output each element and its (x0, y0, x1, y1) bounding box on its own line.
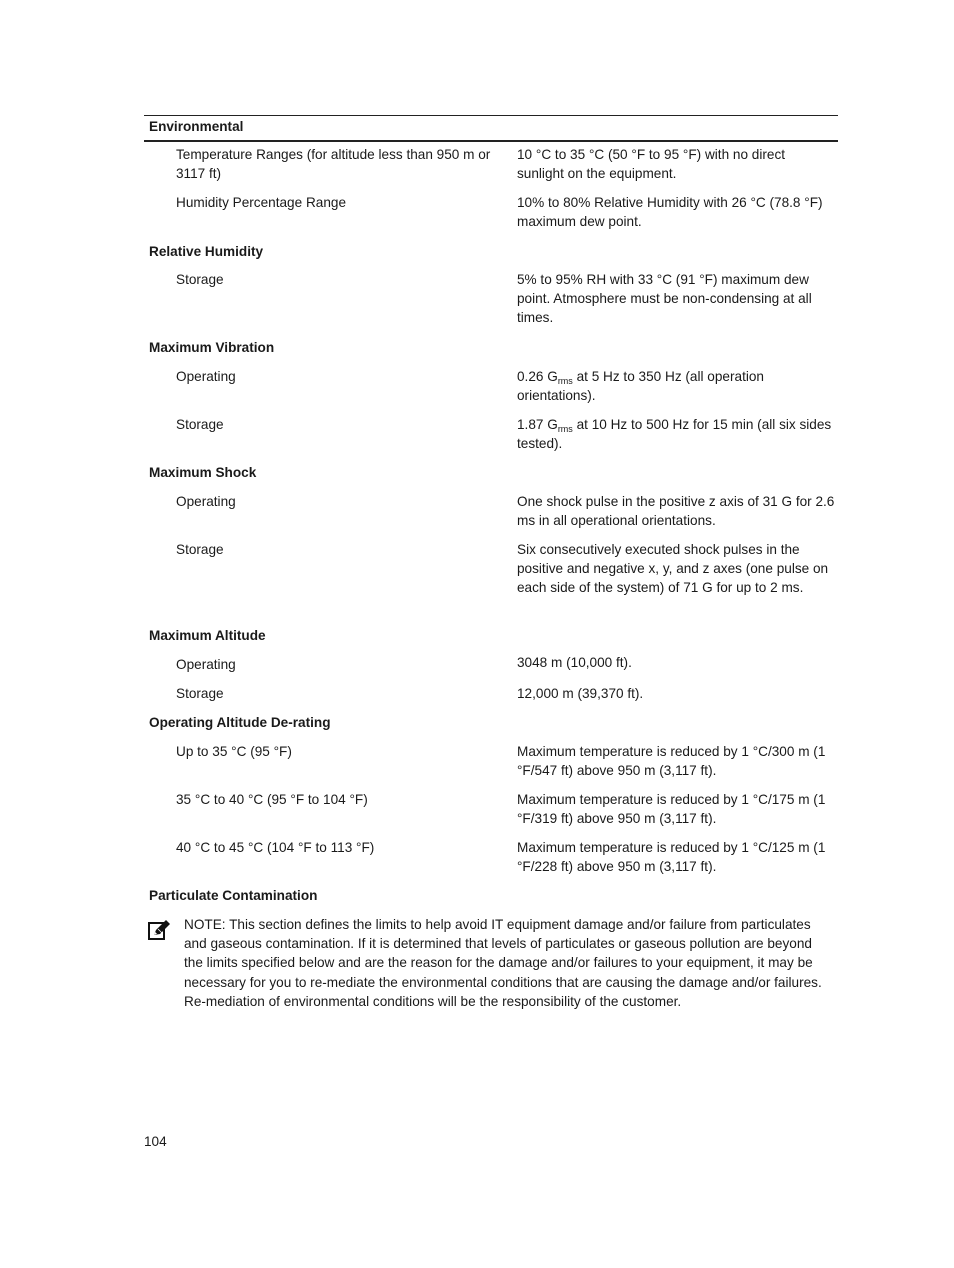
section-maximum-vibration: Maximum Vibration (149, 340, 275, 355)
note-text (184, 915, 832, 1011)
derating-row1-value: Maximum temperature is reduced by 1 °C/300 m (1 °F/547 ft) above 950 m (3,117 ft). (517, 744, 826, 779)
vibration-operating-value-main: 0.26 G (517, 369, 558, 384)
vibration-operating-value-rest: at 5 Hz to 350 Hz (all operation orientations). (517, 369, 764, 404)
vibration-storage-label: Storage (176, 417, 224, 432)
vibration-operating-value (517, 367, 835, 405)
altitude-operating-value: 3048 m (10,000 ft). (517, 655, 632, 670)
temperature-ranges-value: 10 °C to 35 °C (50 °F to 95 °F) with no direct sunlight on the equipment. (517, 147, 786, 182)
derating-row3-label: 40 °C to 45 °C (104 °F to 113 °F) (176, 840, 375, 855)
section-relative-humidity: Relative Humidity (149, 244, 264, 259)
humidity-range-value: 10% to 80% Relative Humidity with 26 °C (78.8 °F) maximum dew point. (517, 195, 823, 230)
rh-storage-value: 5% to 95% RH with 33 °C (91 °F) maximum dew point. Atmosphere must be non-condensing at all times. (517, 272, 812, 326)
shock-operating-value: One shock pulse in the positive z axis of 31 G for 2.6 ms in all operational orientations. (517, 494, 835, 529)
vibration-storage-value-main: 1.87 G (517, 417, 558, 432)
vibration-storage-rms: rms (557, 424, 573, 434)
rh-storage-label: Storage (176, 272, 224, 287)
page-number: 104 (144, 1134, 167, 1149)
vibration-operating-label: Operating (176, 369, 236, 384)
vibration-storage-value-rest: at 10 Hz to 500 Hz for 15 min (all six sides tested). (517, 417, 832, 452)
altitude-storage-value: 12,000 m (39,370 ft). (517, 686, 644, 701)
derating-row2-label: 35 °C to 40 °C (95 °F to 104 °F) (176, 792, 368, 807)
note-body: This section defines the limits to help avoid IT equipment damage and/or failure from particulates and gaseous contamination. If it is determined that levels of particulates or gaseous pollution are beyond the limits specified below and are the reason for the damage and/or failures to your equipment, it may be necessary for you to re-mediate the environmental conditions that are causing the damage and/or failures. Re-mediation of environmental conditions will be the responsibility of the customer. (184, 917, 822, 1009)
derating-row1-label: Up to 35 °C (95 °F) (176, 744, 292, 759)
table-header-environmental: Environmental (149, 119, 244, 134)
temperature-ranges-label: Temperature Ranges (for altitude less than 950 m or 3117 ft) (176, 147, 491, 182)
section-maximum-altitude: Maximum Altitude (149, 628, 266, 643)
shock-storage-label: Storage (176, 542, 224, 557)
derating-row3-value: Maximum temperature is reduced by 1 °C/125 m (1 °F/228 ft) above 950 m (3,117 ft). (517, 840, 826, 875)
section-particulate-contamination: Particulate Contamination (149, 888, 318, 903)
humidity-range-label: Humidity Percentage Range (176, 195, 347, 210)
vibration-operating-rms: rms (557, 376, 573, 386)
pencil-note-icon (148, 920, 170, 940)
shock-operating-label: Operating (176, 494, 236, 509)
altitude-operating-label: Operating (176, 657, 236, 672)
vibration-storage-value (517, 415, 835, 453)
derating-row2-value: Maximum temperature is reduced by 1 °C/175 m (1 °F/319 ft) above 950 m (3,117 ft). (517, 792, 826, 827)
note-prefix: NOTE: (184, 917, 226, 932)
altitude-storage-label: Storage (176, 686, 224, 701)
table-header-rule (144, 140, 838, 142)
table-top-rule (144, 115, 838, 116)
shock-storage-value: Six consecutively executed shock pulses in the positive and negative x, y, and z axes (one pulse on each side of the system) of 71 G for up to 2 ms. (517, 542, 829, 596)
section-operating-altitude-derating: Operating Altitude De-rating (149, 715, 331, 730)
section-maximum-shock: Maximum Shock (149, 465, 257, 480)
